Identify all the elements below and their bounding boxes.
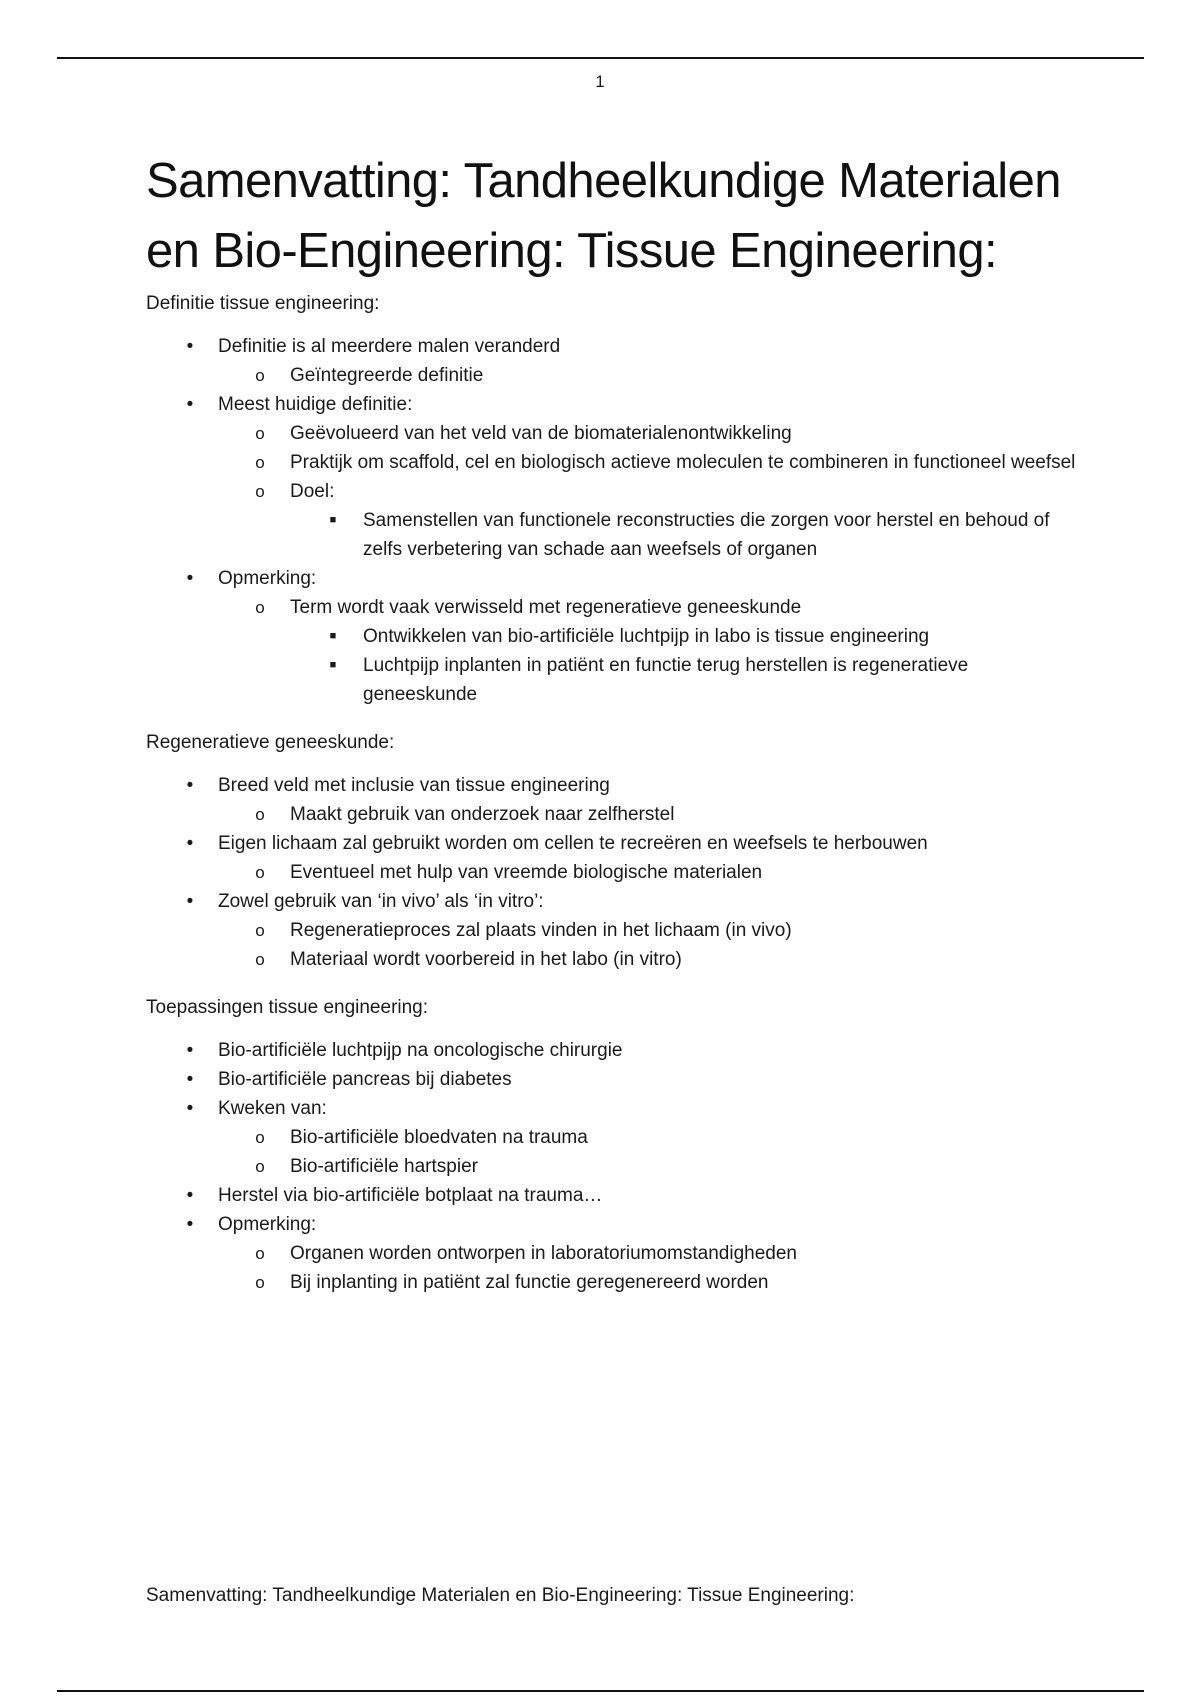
list-item: • Zowel gebruik van ‘in vivo’ als ‘in vitro’: bbox=[146, 887, 1086, 916]
bullet-icon: • bbox=[186, 394, 194, 415]
bullet-icon: • bbox=[186, 775, 194, 796]
square-bullet-icon: ■ bbox=[329, 514, 337, 526]
section-heading-toepassingen: Toepassingen tissue engineering: bbox=[146, 997, 429, 1018]
bullet-icon: • bbox=[186, 1214, 194, 1235]
circle-bullet-icon: o bbox=[255, 1244, 265, 1263]
list-item: • Opmerking: bbox=[146, 1210, 1086, 1239]
page-number: 1 bbox=[595, 72, 605, 91]
list-item: o Praktijk om scaffold, cel en biologisch actieve moleculen te combineren in functioneel weefsel bbox=[146, 448, 1086, 477]
document-title: Samenvatting: Tandheelkundige Materialen en Bio-Engineering: Tissue Engineering: bbox=[146, 154, 1061, 278]
circle-bullet-icon: o bbox=[255, 805, 265, 824]
bullet-icon: • bbox=[186, 1069, 194, 1090]
list-item: • Bio-artificiële luchtpijp na oncologische chirurgie bbox=[146, 1036, 1086, 1065]
square-bullet-icon: ■ bbox=[329, 659, 337, 671]
list-item: • Kweken van: bbox=[146, 1094, 1086, 1123]
list-item: o Bio-artificiële bloedvaten na trauma bbox=[146, 1123, 1086, 1152]
bullet-icon: • bbox=[186, 833, 194, 854]
circle-bullet-icon: o bbox=[255, 1273, 265, 1292]
list-item: o Bij inplanting in patiënt zal functie geregenereerd worden bbox=[146, 1268, 1086, 1297]
bullet-icon: • bbox=[186, 1040, 194, 1061]
list-item: o Regeneratieproces zal plaats vinden in het lichaam (in vivo) bbox=[146, 916, 1086, 945]
regeneratief-list bbox=[146, 771, 1086, 974]
list-item: o Term wordt vaak verwisseld met regeneratieve geneeskunde bbox=[146, 593, 1086, 622]
footer-rule bbox=[57, 1690, 1144, 1692]
bullet-icon: • bbox=[186, 891, 194, 912]
square-bullet-icon: ■ bbox=[329, 630, 337, 642]
circle-bullet-icon: o bbox=[255, 863, 265, 882]
circle-bullet-icon: o bbox=[255, 950, 265, 969]
list-item: • Opmerking: bbox=[146, 564, 1086, 593]
circle-bullet-icon: o bbox=[255, 424, 265, 443]
list-item: o Organen worden ontworpen in laboratoriumomstandigheden bbox=[146, 1239, 1086, 1268]
circle-bullet-icon: o bbox=[255, 598, 265, 617]
list-item: o Materiaal wordt voorbereid in het labo (in vitro) bbox=[146, 945, 1086, 974]
bullet-icon: • bbox=[186, 1098, 194, 1119]
circle-bullet-icon: o bbox=[255, 1128, 265, 1147]
footer-title: Samenvatting: Tandheelkundige Materialen en Bio-Engineering: Tissue Engineering: bbox=[146, 1585, 855, 1606]
list-item: • Breed veld met inclusie van tissue engineering bbox=[146, 771, 1086, 800]
list-item: o Geëvolueerd van het veld van de biomaterialenontwikkeling bbox=[146, 419, 1086, 448]
circle-bullet-icon: o bbox=[255, 453, 265, 472]
list-item: o Geïntegreerde definitie bbox=[146, 361, 1086, 390]
toepassingen-list bbox=[146, 1036, 1086, 1297]
bullet-icon: • bbox=[186, 1185, 194, 1206]
definitie-list bbox=[146, 332, 1086, 709]
list-item: o Bio-artificiële hartspier bbox=[146, 1152, 1086, 1181]
list-item: • Meest huidige definitie: bbox=[146, 390, 1086, 419]
document-body bbox=[146, 146, 1086, 1297]
list-item: • Bio-artificiële pancreas bij diabetes bbox=[146, 1065, 1086, 1094]
header-rule bbox=[57, 57, 1144, 59]
circle-bullet-icon: o bbox=[255, 482, 265, 501]
list-item: • Herstel via bio-artificiële botplaat na trauma… bbox=[146, 1181, 1086, 1210]
bullet-icon: • bbox=[186, 568, 194, 589]
circle-bullet-icon: o bbox=[255, 366, 265, 385]
section-heading-regeneratief: Regeneratieve geneeskunde: bbox=[146, 732, 395, 753]
list-item: • Eigen lichaam zal gebruikt worden om cellen te recreëren en weefsels te herbouwen bbox=[146, 829, 1086, 858]
list-item: ■ Samenstellen van functionele reconstructies die zorgen voor herstel en behoud of zelfs verbetering van schade aan weefsels of organen bbox=[146, 506, 1086, 564]
list-item: o Doel: bbox=[146, 477, 1086, 506]
list-item: ■ Ontwikkelen van bio-artificiële luchtpijp in labo is tissue engineering bbox=[146, 622, 1086, 651]
list-item: • Definitie is al meerdere malen veranderd bbox=[146, 332, 1086, 361]
list-item: ■ Luchtpijp inplanten in patiënt en functie terug herstellen is regeneratieve geneeskunde bbox=[146, 651, 1086, 709]
section-heading-definitie: Definitie tissue engineering: bbox=[146, 293, 380, 314]
circle-bullet-icon: o bbox=[255, 1157, 265, 1176]
circle-bullet-icon: o bbox=[255, 921, 265, 940]
bullet-icon: • bbox=[186, 336, 194, 357]
list-item: o Maakt gebruik van onderzoek naar zelfherstel bbox=[146, 800, 1086, 829]
list-item: o Eventueel met hulp van vreemde biologische materialen bbox=[146, 858, 1086, 887]
